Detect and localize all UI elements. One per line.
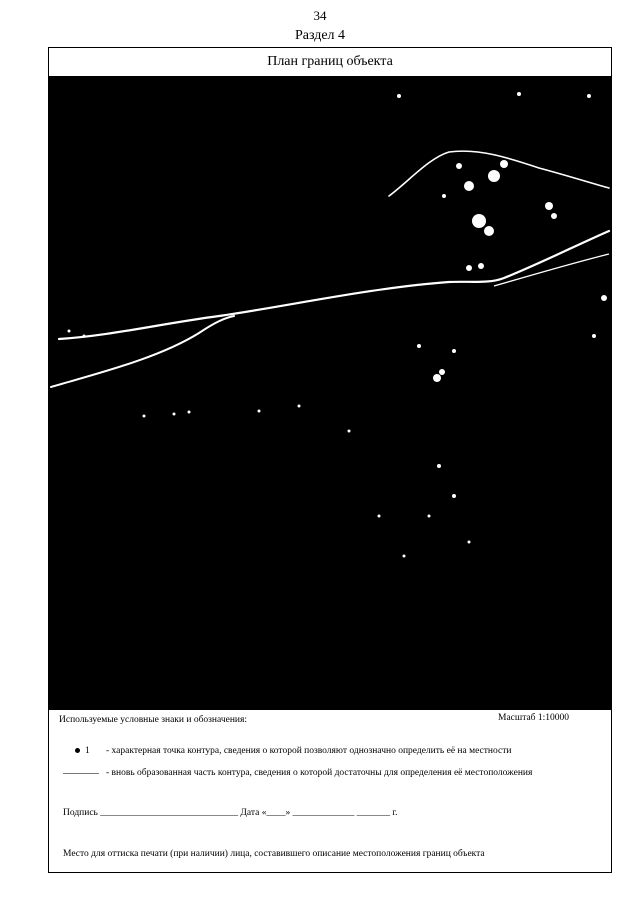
year-suffix: г. (392, 808, 398, 818)
point-dot-icon (75, 748, 80, 753)
point-description: - характерная точка контура, сведения о которой позволяют однозначно определить её на местности (106, 746, 512, 756)
date-blank: «____» _____________ _______ (261, 808, 390, 818)
signature-line (63, 808, 398, 818)
plan-title: План границ объекта (49, 48, 611, 77)
satellite-map-drawing (49, 76, 611, 710)
page-number: 34 (313, 8, 327, 23)
signature-blank: _____________________________ (100, 808, 239, 818)
line-description: - вновь образованная часть контура, сведения о которой достаточны для определения её местоположения (106, 768, 533, 778)
map-scale: Масштаб 1:10000 (498, 713, 570, 723)
legend-title: Используемые условные знаки и обозначения: (59, 715, 248, 725)
line-symbol-icon (63, 773, 99, 774)
date-label: Дата (240, 808, 260, 818)
plan-frame (48, 47, 612, 873)
seal-placeholder-text: Место для оттиска печати (при наличии) лица, составившего описание местоположения границ объекта (63, 849, 485, 859)
section-title: Раздел 4 (294, 28, 346, 43)
legend-area (49, 710, 611, 872)
map-image (49, 76, 611, 710)
signature-label: Подпись (63, 808, 98, 818)
point-symbol-number: 1 (85, 746, 90, 756)
